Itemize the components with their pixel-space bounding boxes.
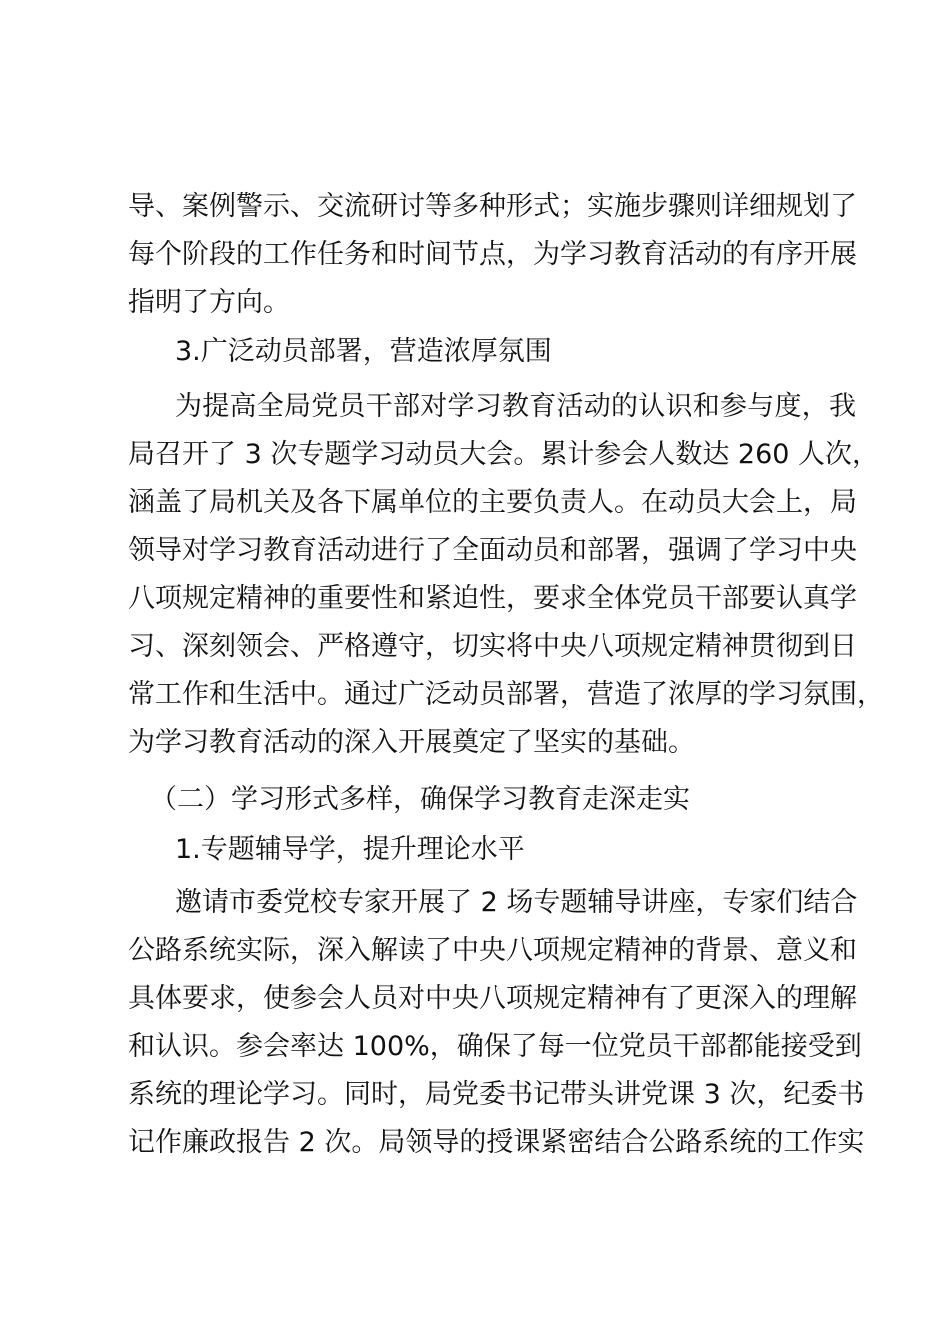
body-text-line: 局召开了 3 次专题学习动员大会。累计参会人数达 260 人次，	[128, 439, 880, 470]
body-text-line: 和认识。参会率达 100%，确保了每一位党员干部都能接受到	[128, 1031, 862, 1062]
body-text-line: 指明了方向。	[128, 287, 290, 318]
body-text-line: 八项规定精神的重要性和紧迫性，要求全体党员干部要认真学	[128, 583, 857, 614]
body-text-line: 记作廉政报告 2 次。局领导的授课紧密结合公路系统的工作实	[128, 1127, 865, 1158]
body-text-line: 为学习教育活动的深入开展奠定了坚实的基础。	[128, 727, 695, 758]
body-text-line: 系统的理论学习。同时，局党委书记带头讲党课 3 次，纪委书	[128, 1079, 865, 1110]
subsection-heading: 1.专题辅导学，提升理论水平	[175, 834, 525, 865]
body-text-line: 公路系统实际，深入解读了中央八项规定精神的背景、意义和	[128, 935, 857, 966]
section-heading: 3.广泛动员部署，营造浓厚氛围	[175, 336, 552, 367]
body-text-line: 邀请市委党校专家开展了 2 场专题辅导讲座，专家们结合	[175, 887, 858, 918]
body-text-line: 习、深刻领会、严格遵守，切实将中央八项规定精神贯彻到日	[128, 631, 857, 662]
body-text-line: 每个阶段的工作任务和时间节点，为学习教育活动的有序开展	[128, 239, 857, 270]
body-text-line: 导、案例警示、交流研讨等多种形式；实施步骤则详细规划了	[128, 191, 857, 222]
body-text-line: 为提高全局党员干部对学习教育活动的认识和参与度，我	[175, 391, 856, 422]
body-text-line: 涵盖了局机关及各下属单位的主要负责人。在动员大会上，局	[128, 487, 857, 518]
section-heading: （二）学习形式多样，确保学习教育走深走实	[150, 784, 690, 815]
body-text-line: 领导对学习教育活动进行了全面动员和部署，强调了学习中央	[128, 535, 857, 566]
body-text-line: 具体要求，使参会人员对中央八项规定精神有了更深入的理解	[128, 983, 857, 1014]
body-text-line: 常工作和生活中。通过广泛动员部署，营造了浓厚的学习氛围，	[128, 679, 884, 710]
